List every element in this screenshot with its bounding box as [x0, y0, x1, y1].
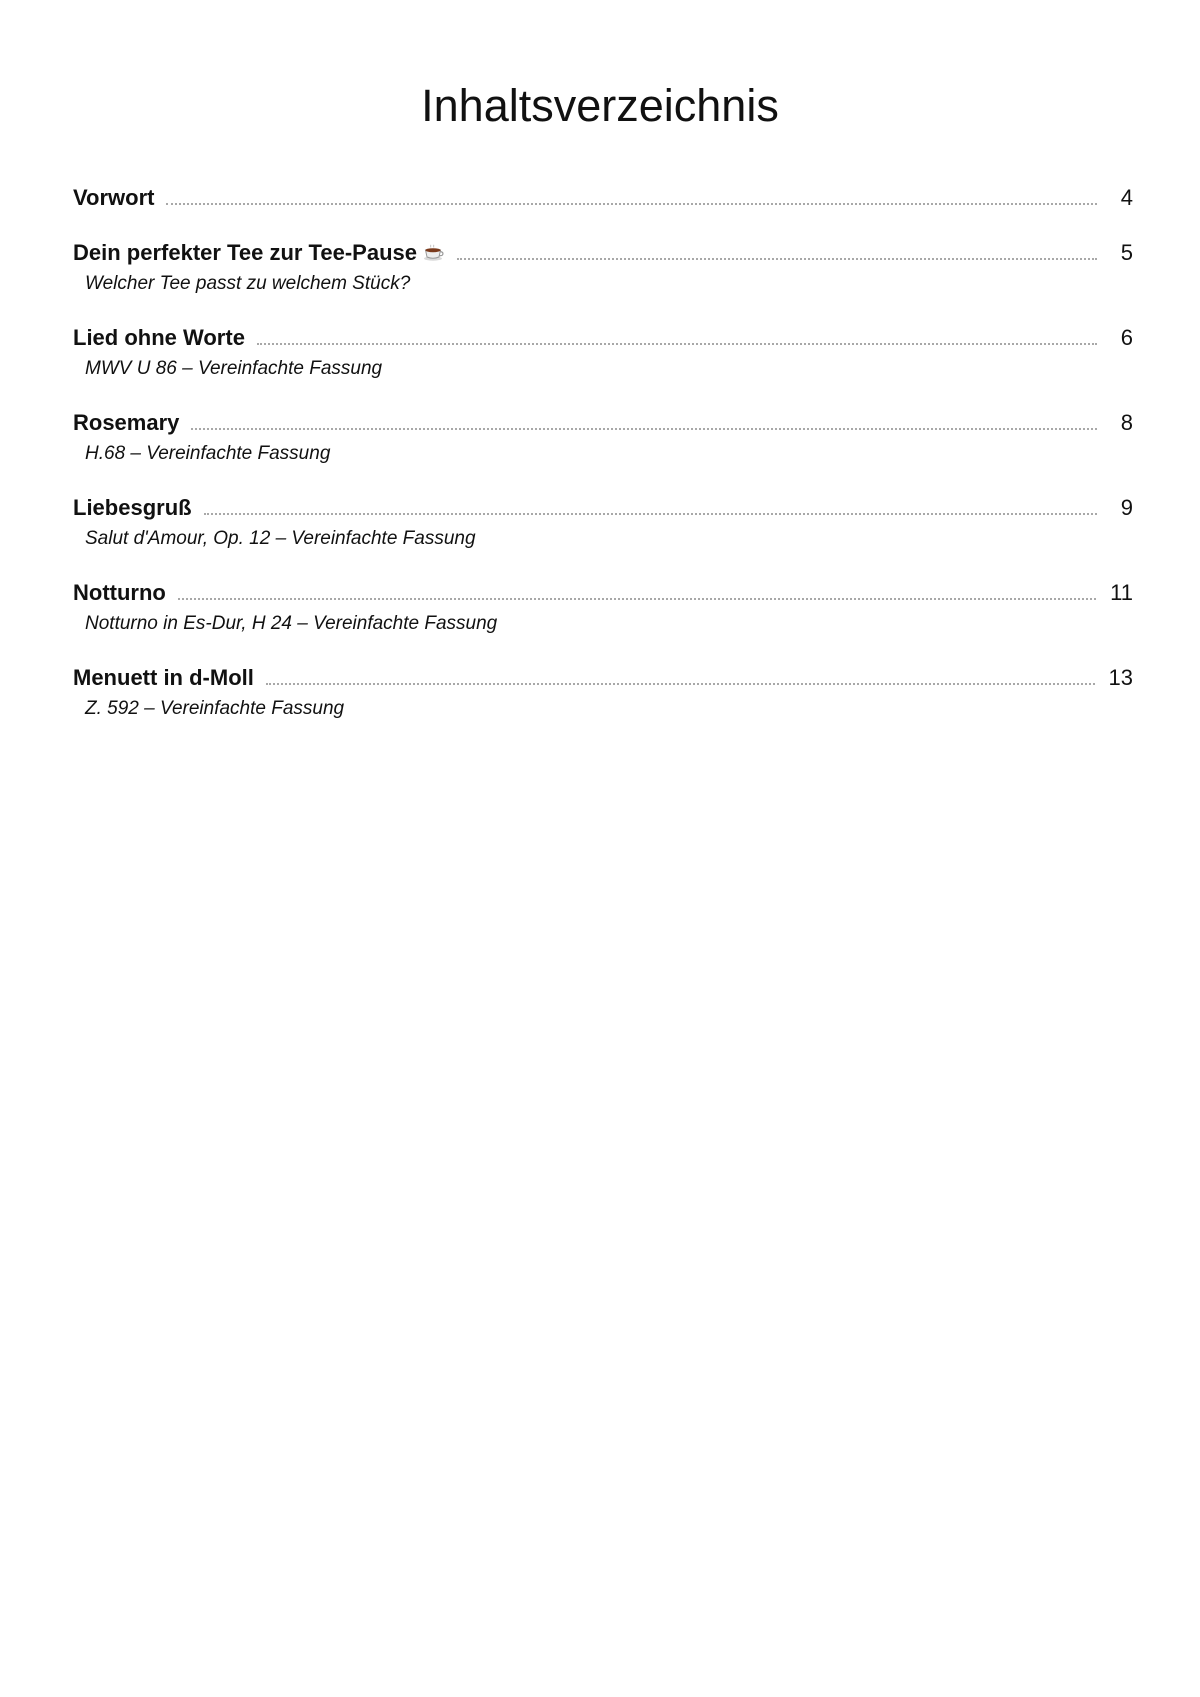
toc-entry-lied-ohne-worte [73, 321, 1133, 406]
toc-page-number: 13 [1108, 665, 1133, 690]
dot-leader [191, 428, 1097, 430]
toc-heading: Rosemary [73, 410, 180, 435]
toc-link-notturno[interactable] [73, 576, 1133, 610]
toc-page-number: 9 [1120, 495, 1133, 520]
dot-leader [457, 258, 1097, 260]
toc-link-menuett[interactable] [73, 661, 1133, 695]
toc-subtitle: H.68 – Vereinfachte Fassung [85, 443, 331, 464]
toc-heading: Menuett in d-Moll [73, 665, 254, 690]
toc-page-number: 8 [1120, 410, 1133, 435]
toc-heading: Vorwort [73, 185, 155, 210]
toc-heading: Dein perfekter Tee zur Tee-Pause [73, 240, 417, 265]
toc-subtitle: Z. 592 – Vereinfachte Fassung [85, 698, 345, 719]
tea-cup-icon [423, 244, 445, 262]
entry-spacer [73, 638, 1133, 661]
entry-spacer [73, 298, 1133, 321]
dot-leader [266, 683, 1095, 685]
toc-subtitle: Notturno in Es-Dur, H 24 – Vereinfachte Fassung [85, 613, 498, 634]
dot-leader [204, 513, 1097, 515]
toc-link-lied-ohne-worte[interactable] [73, 321, 1133, 355]
entry-spacer [73, 553, 1133, 576]
entry-spacer [73, 215, 1133, 236]
toc-page-number: 4 [1120, 185, 1133, 210]
toc-entry-vorwort [73, 181, 1133, 236]
toc-page-number: 6 [1120, 325, 1133, 350]
entry-spacer [73, 468, 1133, 491]
toc-subtitle: Welcher Tee passt zu welchem Stück? [85, 273, 411, 294]
toc-heading: Notturno [73, 580, 166, 605]
page-title: Inhaltsverzeichnis [421, 80, 779, 131]
toc-entry-rosemary [73, 406, 1133, 491]
toc-heading: Liebesgruß [73, 495, 192, 520]
dot-leader [178, 598, 1096, 600]
table-of-contents [73, 181, 1133, 723]
toc-entry-menuett [73, 661, 1133, 723]
toc-page-number: 5 [1120, 240, 1133, 265]
toc-link-vorwort[interactable] [73, 181, 1133, 215]
dot-leader [166, 203, 1097, 205]
toc-link-tee-pause[interactable] [73, 236, 1133, 270]
dot-leader [257, 343, 1097, 345]
entry-spacer [73, 383, 1133, 406]
toc-link-liebesgruss[interactable] [73, 491, 1133, 525]
toc-subtitle: Salut d'Amour, Op. 12 – Vereinfachte Fassung [85, 528, 476, 549]
toc-heading-group [73, 236, 445, 270]
toc-entry-liebesgruss [73, 491, 1133, 576]
toc-page-number: 11 [1110, 580, 1133, 605]
toc-entry-notturno [73, 576, 1133, 661]
toc-entry-tee-pause [73, 236, 1133, 321]
toc-link-rosemary[interactable] [73, 406, 1133, 440]
toc-heading: Lied ohne Worte [73, 325, 245, 350]
toc-subtitle: MWV U 86 – Vereinfachte Fassung [85, 358, 383, 379]
